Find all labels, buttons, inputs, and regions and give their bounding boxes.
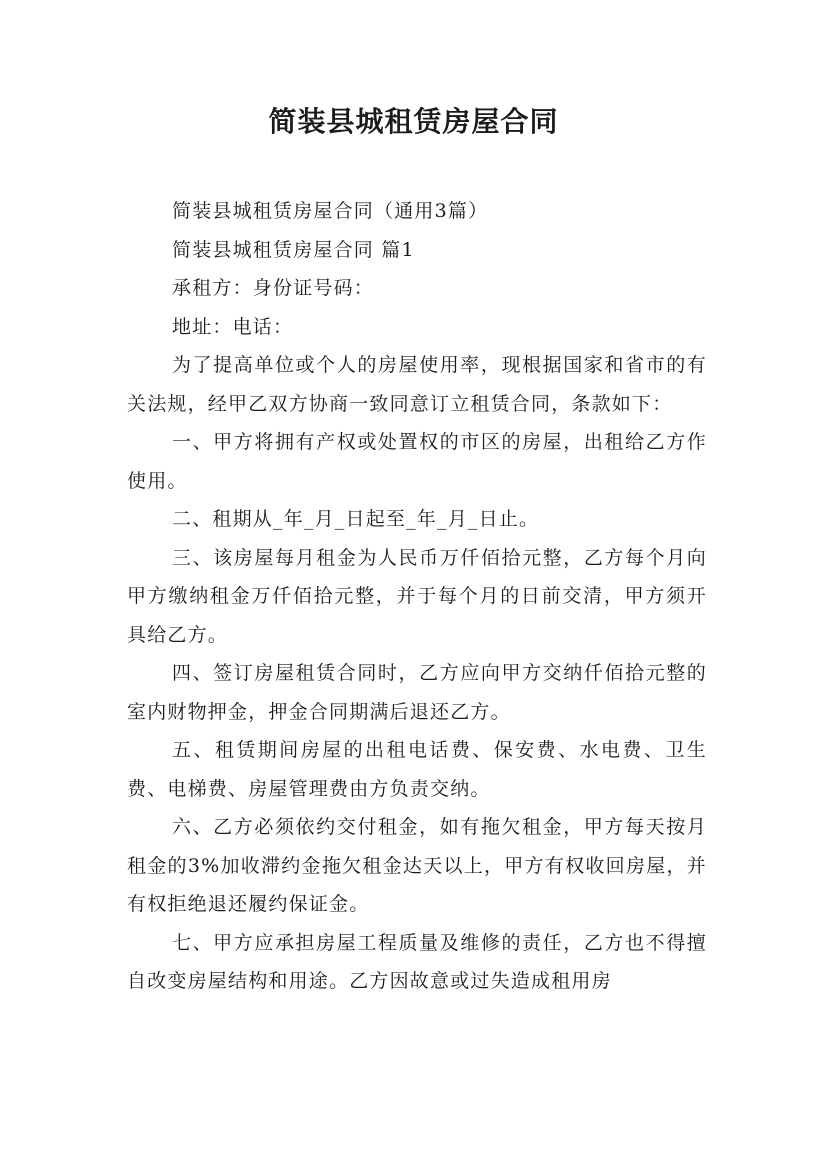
clause-3: 三、该房屋每月租金为人民币万仟佰拾元整，乙方每个月向甲方缴纳租金万仟佰拾元整，并于每个月的日前交清，甲方须开具给乙方。 — [127, 546, 707, 646]
clause-7: 七、甲方应承担房屋工程质量及维修的责任，乙方也不得擅自改变房屋结构和用途。乙方因故意或过失造成租用房 — [127, 931, 707, 992]
clause-2: 二、租期从_年_月_日起至_年_月_日止。 — [172, 508, 540, 530]
intro-paragraph: 为了提高单位或个人的房屋使用率，现根据国家和省市的有关法规，经甲乙双方协商一致同意订立租赁合同，条款如下： — [127, 354, 707, 415]
clause-5: 五、租赁期间房屋的出租电话费、保安费、水电费、卫生费、电梯费、房屋管理费由方负责交纳。 — [127, 739, 707, 800]
clause-6: 六、乙方必须依约交付租金，如有拖欠租金，甲方每天按月租金的3%加收滞约金拖欠租金达天以上，甲方有权收回房屋，并有权拒绝退还履约保证金。 — [127, 816, 707, 915]
lessee-line: 承租方：身份证号码： — [172, 277, 375, 299]
document-body — [127, 192, 707, 1001]
address-line: 地址：电话： — [172, 315, 294, 338]
section-heading: 简装县城租赁房屋合同 篇1 — [172, 238, 415, 261]
clause-4: 四、签订房屋租赁合同时，乙方应向甲方交纳仟佰拾元整的室内财物押金，押金合同期满后退还乙方。 — [127, 662, 707, 723]
clause-1: 一、甲方将拥有产权或处置权的市区的房屋，出租给乙方作使用。 — [127, 431, 707, 492]
document-title: 简装县城租赁房屋合同 — [268, 105, 559, 138]
subtitle-paragraph: 简装县城租赁房屋合同（通用3篇） — [172, 200, 489, 222]
